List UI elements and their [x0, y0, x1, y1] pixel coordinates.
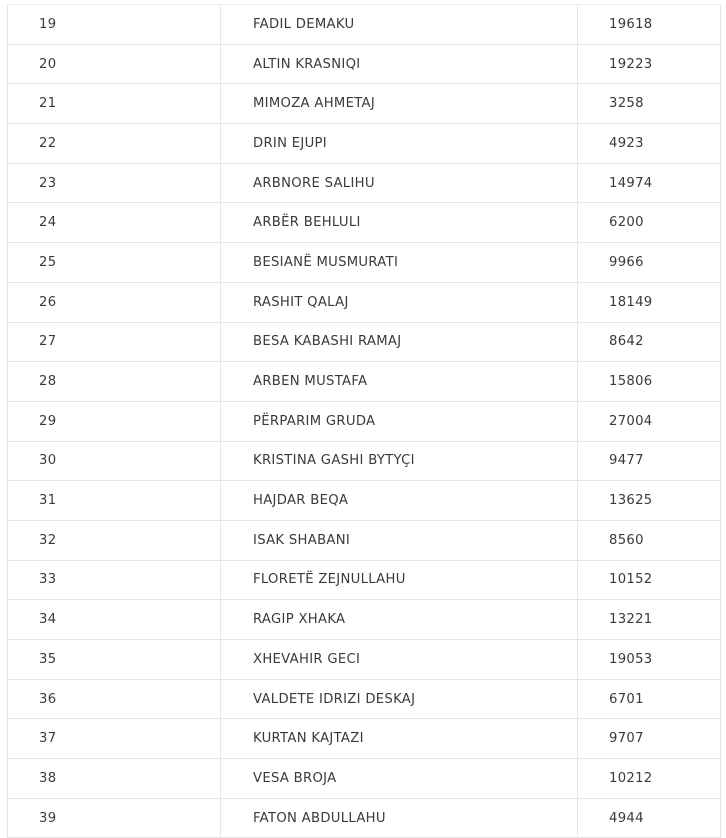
candidate-votes: 27004 [578, 401, 721, 441]
table-row [8, 798, 721, 838]
candidate-number: 24 [8, 203, 221, 243]
candidate-votes: 18149 [578, 282, 721, 322]
candidate-number: 22 [8, 124, 221, 164]
table-row [8, 243, 721, 283]
candidate-number: 31 [8, 481, 221, 521]
candidate-number: 20 [8, 44, 221, 84]
candidate-votes: 4944 [578, 798, 721, 838]
results-table-container [7, 4, 720, 838]
candidate-votes: 4923 [578, 124, 721, 164]
candidate-votes: 19618 [578, 5, 721, 45]
candidate-number: 29 [8, 401, 221, 441]
table-row [8, 441, 721, 481]
candidate-name: ARBËR BEHLULI [221, 203, 578, 243]
candidate-votes: 19053 [578, 640, 721, 680]
table-row [8, 163, 721, 203]
table-row [8, 640, 721, 680]
candidate-name: VALDETE IDRIZI DESKAJ [221, 679, 578, 719]
table-row [8, 5, 721, 45]
candidate-number: 30 [8, 441, 221, 481]
table-row [8, 124, 721, 164]
candidate-number: 32 [8, 520, 221, 560]
candidate-name: ISAK SHABANI [221, 520, 578, 560]
candidate-name: PËRPARIM GRUDA [221, 401, 578, 441]
candidate-name: VESA BROJA [221, 759, 578, 799]
candidate-votes: 14974 [578, 163, 721, 203]
candidate-votes: 13221 [578, 600, 721, 640]
table-row [8, 362, 721, 402]
candidate-name: KRISTINA GASHI BYTYÇI [221, 441, 578, 481]
candidate-number: 37 [8, 719, 221, 759]
candidate-name: DRIN EJUPI [221, 124, 578, 164]
candidate-name: FLORETË ZEJNULLAHU [221, 560, 578, 600]
candidate-number: 39 [8, 798, 221, 838]
table-row [8, 520, 721, 560]
candidate-votes: 13625 [578, 481, 721, 521]
candidate-votes: 6701 [578, 679, 721, 719]
candidate-name: ALTIN KRASNIQI [221, 44, 578, 84]
candidate-name: FATON ABDULLAHU [221, 798, 578, 838]
candidate-votes: 9707 [578, 719, 721, 759]
candidate-name: ARBNORE SALIHU [221, 163, 578, 203]
candidate-name: FADIL DEMAKU [221, 5, 578, 45]
candidate-number: 27 [8, 322, 221, 362]
candidate-votes: 19223 [578, 44, 721, 84]
candidate-name: XHEVAHIR GECI [221, 640, 578, 680]
table-row [8, 203, 721, 243]
candidate-name: KURTAN KAJTAZI [221, 719, 578, 759]
table-row [8, 679, 721, 719]
candidate-votes: 8642 [578, 322, 721, 362]
candidate-number: 35 [8, 640, 221, 680]
candidate-votes: 9477 [578, 441, 721, 481]
candidate-name: RASHIT QALAJ [221, 282, 578, 322]
candidate-name: RAGIP XHAKA [221, 600, 578, 640]
table-row [8, 759, 721, 799]
candidate-name: BESIANË MUSMURATI [221, 243, 578, 283]
table-row [8, 282, 721, 322]
table-row [8, 560, 721, 600]
table-row [8, 44, 721, 84]
candidate-votes: 3258 [578, 84, 721, 124]
candidate-name: HAJDAR BEQA [221, 481, 578, 521]
candidate-name: BESA KABASHI RAMAJ [221, 322, 578, 362]
candidate-name: MIMOZA AHMETAJ [221, 84, 578, 124]
candidate-votes: 8560 [578, 520, 721, 560]
table-row [8, 322, 721, 362]
candidate-number: 21 [8, 84, 221, 124]
candidate-number: 23 [8, 163, 221, 203]
candidate-number: 28 [8, 362, 221, 402]
candidate-number: 19 [8, 5, 221, 45]
candidate-votes: 10212 [578, 759, 721, 799]
candidate-number: 26 [8, 282, 221, 322]
candidate-votes: 9966 [578, 243, 721, 283]
table-row [8, 719, 721, 759]
candidate-number: 34 [8, 600, 221, 640]
table-row [8, 481, 721, 521]
candidate-number: 33 [8, 560, 221, 600]
candidate-votes: 15806 [578, 362, 721, 402]
table-row [8, 401, 721, 441]
table-row [8, 600, 721, 640]
candidate-number: 38 [8, 759, 221, 799]
candidate-number: 36 [8, 679, 221, 719]
candidate-name: ARBEN MUSTAFA [221, 362, 578, 402]
candidate-votes: 10152 [578, 560, 721, 600]
candidate-votes: 6200 [578, 203, 721, 243]
candidate-number: 25 [8, 243, 221, 283]
table-row [8, 84, 721, 124]
candidate-results-table [7, 4, 721, 838]
table-body [8, 5, 721, 838]
